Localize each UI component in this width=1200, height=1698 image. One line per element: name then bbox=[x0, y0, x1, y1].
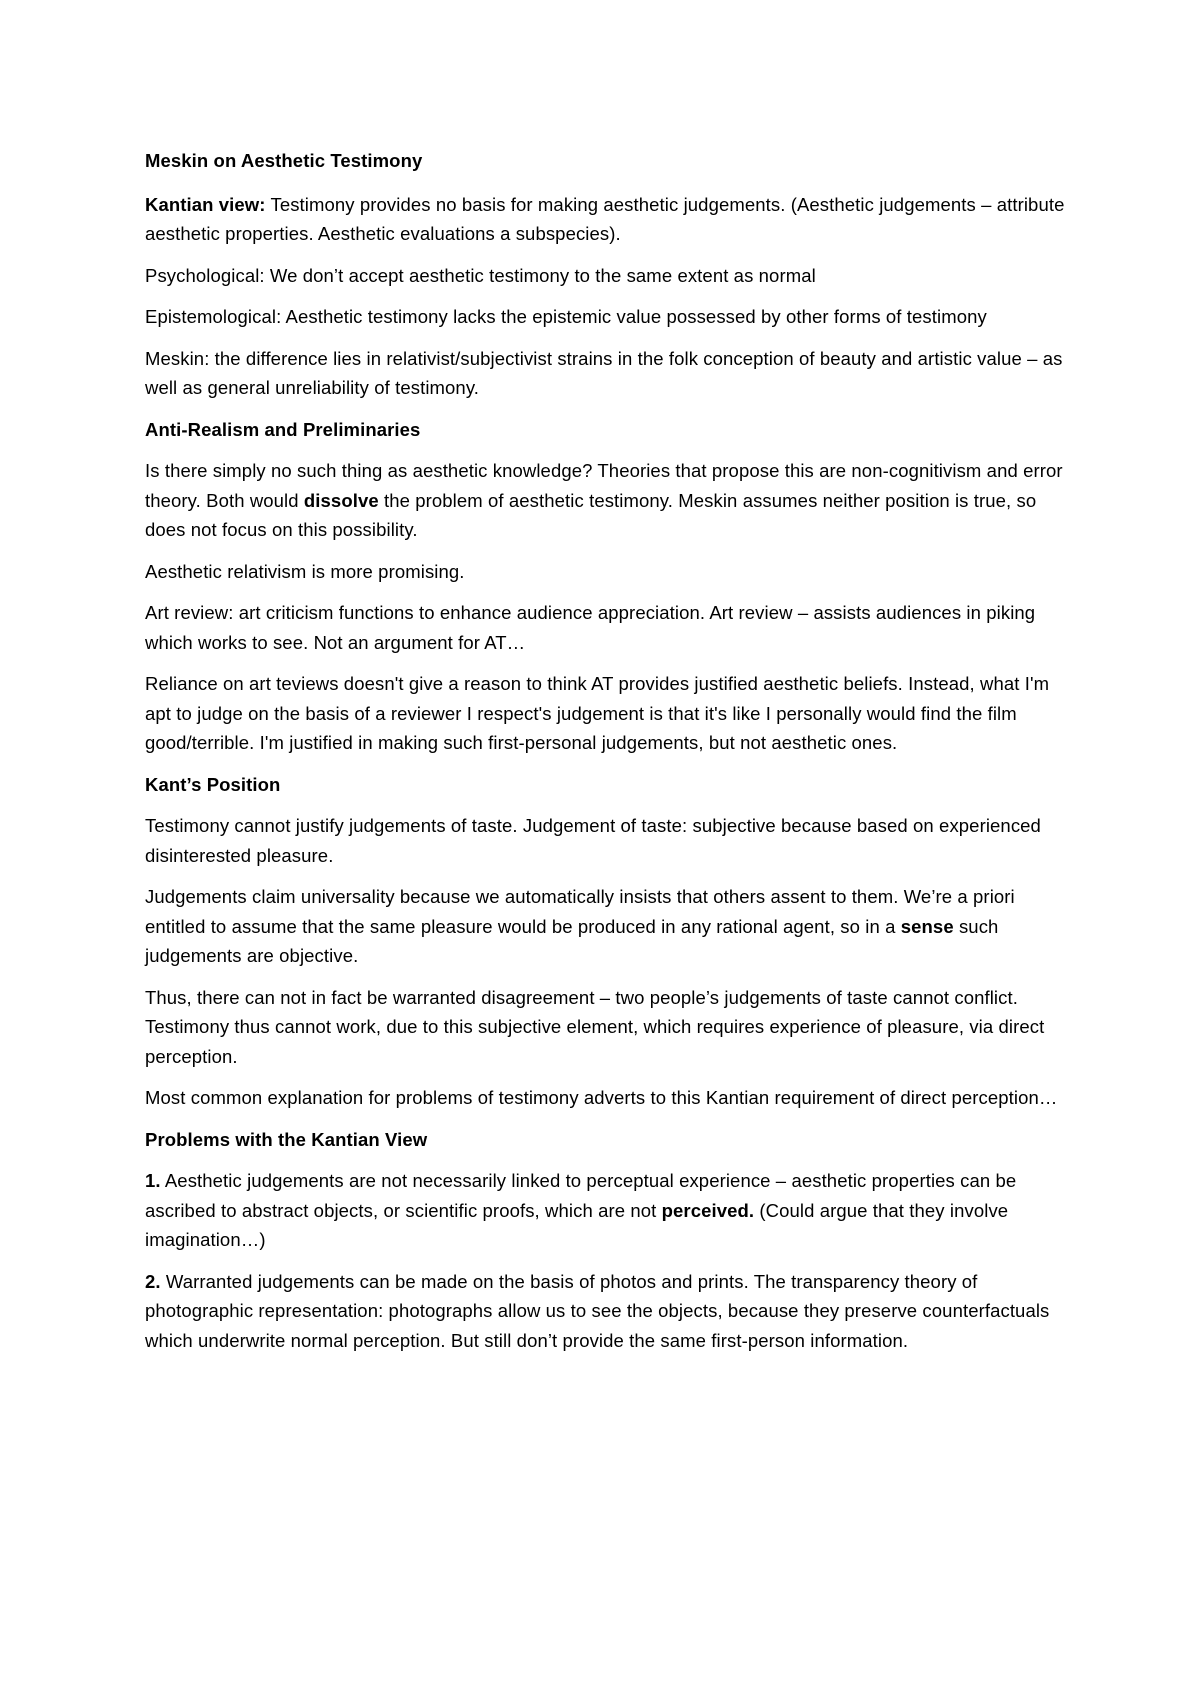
p5-dissolve-emphasis: dissolve bbox=[303, 489, 379, 511]
p13-part-a: Aesthetic judgements are not necessarily linked to perceptual experience – aesthetic properties can be ascribed to abstract objects, or scientific proofs, which are not bbox=[145, 1170, 1017, 1221]
paragraph-aesthetic-knowledge bbox=[145, 456, 1080, 545]
problem-1-number: 1. bbox=[145, 1170, 161, 1191]
p14-part-a: Warranted judgements can be made on the basis of photos and prints. The transparency theory of photographic representation: photographs allow us to see the objects, because they preserve counterfactuals which underwrite normal perception. But still don’t provide the same first-person information. bbox=[145, 1270, 1050, 1351]
heading-kants-position: Kant’s Position bbox=[145, 773, 281, 795]
p10-part-c: such judgements are objective. bbox=[145, 915, 999, 966]
paragraph-common-explanation: Most common explanation for problems of testimony adverts to this Kantian requirement of direct perception… bbox=[145, 1087, 1058, 1108]
paragraph-psychological: Psychological: We don’t accept aesthetic testimony to the same extent as normal bbox=[145, 264, 816, 286]
p5-part-c: the problem of aesthetic testimony. Meskin assumes neither position is true, so does not focus on this possibility. bbox=[145, 489, 1037, 540]
paragraph-problem-2 bbox=[145, 1267, 1080, 1356]
kantian-view-text: Testimony provides no basis for making aesthetic judgements. (Aesthetic judgements – attribute aesthetic properties. Aesthetic evaluations a subspecies). bbox=[145, 193, 1065, 244]
p10-sense-emphasis: sense bbox=[900, 915, 954, 937]
problem-2-number: 2. bbox=[145, 1270, 161, 1292]
heading-problems-kantian: Problems with the Kantian View bbox=[145, 1128, 428, 1150]
document-title: Meskin on Aesthetic Testimony bbox=[145, 150, 423, 171]
p10-part-a: Judgements claim universality because we automatically insists that others assent to them. We’re a priori entitled to assume that the same pleasure would be produced in any rational agent, so in a bbox=[145, 886, 1015, 937]
paragraph-disagreement: Thus, there can not in fact be warranted disagreement – two people’s judgements of taste cannot conflict. Testimony thus cannot work, due to this subjective element, which requires experience of pleasure, via direct perception. bbox=[145, 986, 1045, 1067]
paragraph-relativism: Aesthetic relativism is more promising. bbox=[145, 560, 465, 582]
p5-part-a: Is there simply no such thing as aesthetic knowledge? Theories that propose this are non-cognitivism and error theory. Both would bbox=[145, 460, 1063, 511]
paragraph-meskin: Meskin: the difference lies in relativist/subjectivist strains in the folk conception of beauty and artistic value – as well as general unreliability of testimony. bbox=[145, 347, 1063, 398]
paragraph-art-review: Art review: art criticism functions to enhance audience appreciation. Art review – assists audiences in piking which works to see. Not an argument for AT… bbox=[145, 602, 1036, 653]
paragraph-reliance: Reliance on art teviews doesn't give a reason to think AT provides justified aesthetic beliefs. Instead, what I'm apt to judge on the basis of a reviewer I respect's judgement is that it's like I personally would find the film good/terrible. I'm justified in making such first-personal judgements, but not aesthetic ones. bbox=[145, 673, 1050, 753]
paragraph-problem-1 bbox=[145, 1166, 1080, 1255]
paragraph-testimony-taste: Testimony cannot justify judgements of taste. Judgement of taste: subjective because based on experienced disinterested pleasure. bbox=[145, 815, 1041, 866]
p13-perceived-emphasis: perceived. bbox=[661, 1199, 755, 1221]
paragraph-kantian-view bbox=[145, 190, 1080, 249]
p13-part-c: (Could argue that they involve imagination…) bbox=[145, 1199, 1009, 1250]
paragraph-universality bbox=[145, 882, 1080, 971]
heading-anti-realism: Anti-Realism and Preliminaries bbox=[145, 418, 421, 440]
kantian-view-label: Kantian view: bbox=[145, 193, 266, 215]
paragraph-epistemological: Epistemological: Aesthetic testimony lacks the epistemic value possessed by other forms of testimony bbox=[145, 306, 987, 327]
